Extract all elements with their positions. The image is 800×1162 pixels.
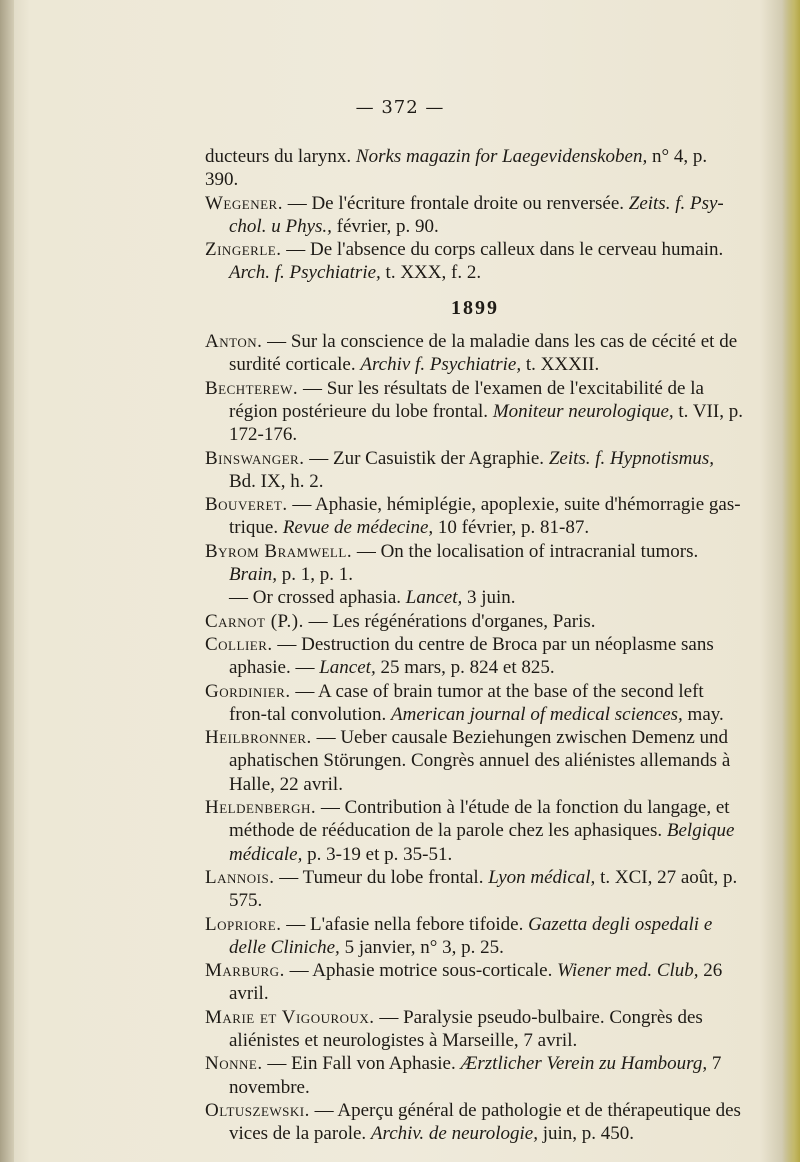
entry-text: — Aphasie, hémiplégie, apoplexie, suite d'hémorragie gas-trique.: [229, 494, 741, 539]
entry-journal: Belgique médicale,: [229, 820, 735, 865]
entry-journal: Moniteur neurologique,: [492, 400, 674, 422]
page-number: — 372 —: [355, 97, 445, 118]
entry-author: Nonne.: [205, 1053, 263, 1075]
entry-author: Oltuszewski.: [205, 1099, 310, 1121]
bibliography: [205, 145, 745, 1145]
bibliography-entry: [205, 1099, 745, 1146]
entry-reference: n° 4, p. 390.: [205, 146, 708, 191]
entry-text: — Zur Casuistik der Agraphie.: [304, 447, 549, 469]
entry-reference: p. 3-19 et p. 35-51.: [302, 843, 453, 865]
entry-journal: American journal of medical sciences,: [391, 703, 683, 725]
entry-author: Bouveret.: [205, 494, 288, 516]
year-heading: 1899: [451, 296, 499, 319]
bibliography-entry: [205, 586, 745, 609]
entry-author: Lopriore.: [205, 913, 282, 935]
entry-text: — De l'écriture frontale droite ou renversée.: [282, 192, 629, 214]
entry-journal: Gazetta degli ospedali e delle Cliniche,: [229, 913, 713, 958]
bibliography-entry: [205, 493, 745, 540]
entry-text: — Ein Fall von Aphasie.: [262, 1053, 461, 1075]
entry-author: Byrom Bramwell.: [205, 540, 353, 562]
entry-author: Wegener.: [205, 192, 283, 214]
entry-journal: Zeits. f. Psy-chol. u Phys.,: [229, 192, 724, 237]
page-edge: [782, 0, 800, 1162]
bibliography-entry: [205, 447, 745, 494]
bibliography-entry: [205, 633, 745, 680]
entry-journal: Lyon médical,: [488, 866, 596, 888]
entry-text: — Sur les résultats de l'examen de l'excitabilité de la région postérieure du lobe frontal.: [229, 377, 704, 422]
entry-journal: Revue de médecine,: [282, 517, 434, 539]
entry-text: — A case of brain tumor at the base of the second left fron-tal convolution.: [229, 680, 704, 725]
entry-author: Anton.: [205, 331, 263, 353]
entry-author: Carnot (P.).: [205, 610, 304, 632]
entry-text: — On the localisation of intracranial tumors.: [352, 540, 699, 562]
entry-text: — Sur la conscience de la maladie dans les cas de cécité et de surdité corticale.: [229, 331, 738, 376]
entry-journal: Norks magazin for Laegevidenskoben,: [355, 146, 648, 167]
entry-text: — Tumeur du lobe frontal.: [274, 866, 489, 888]
bibliography-entry: [205, 377, 745, 447]
bibliography-entry: [205, 796, 745, 866]
entry-reference: février, p. 90.: [331, 215, 439, 237]
entry-reference: 3 juin.: [462, 587, 516, 609]
bibliography-entry: [205, 680, 745, 727]
bibliography-entry: [205, 913, 745, 960]
entry-reference: t. XXXII.: [521, 354, 600, 376]
entry-text: — Les régénérations d'organes, Paris.: [303, 610, 596, 632]
entry-reference: juin, p. 450.: [537, 1123, 635, 1145]
entry-reference: Bd. IX, h. 2.: [229, 470, 324, 492]
entry-text: — Aperçu général de pathologie et de thérapeutique des vices de la parole.: [229, 1099, 741, 1145]
bibliography-entry: [205, 1052, 745, 1099]
entry-text: — De l'absence du corps calleux dans le cerveau humain.: [281, 239, 724, 261]
entry-journal: Lancet,: [405, 587, 463, 609]
bibliography-entry: [205, 959, 745, 1006]
entry-reference: t. VII, p. 172-176.: [229, 400, 743, 446]
entry-journal: Archiv f. Psychiatrie,: [360, 354, 522, 376]
entry-reference: p. 1, p. 1.: [277, 564, 354, 586]
entry-journal: Brain,: [229, 564, 278, 586]
bibliography-entry: [205, 1006, 745, 1053]
entry-reference: t. XCI, 27 août, p. 575.: [229, 866, 738, 912]
entry-journal: Ærztlicher Verein zu Hambourg,: [460, 1053, 708, 1075]
entries-1898-continued: [205, 145, 745, 285]
entry-author: Marburg.: [205, 960, 285, 982]
entry-author: Collier.: [205, 633, 273, 655]
entry-author: Heilbronner.: [205, 727, 312, 749]
entry-text: ducteurs du larynx.: [205, 146, 356, 167]
entry-reference: 7 novembre.: [229, 1053, 722, 1098]
bibliography-entry: [205, 330, 745, 377]
entry-reference: may.: [682, 703, 724, 725]
entry-journal: Zeits. f. Hypnotismus,: [548, 447, 715, 469]
entry-text: — L'afasie nella febore tifoide.: [281, 913, 529, 935]
entry-text: — Destruction du centre de Broca par un néoplasme sans aphasie. —: [229, 633, 714, 679]
entry-text: — Ueber causale Beziehungen zwischen Demenz und aphatischen Störungen. Congrès annuel des aliénistes allemands à Halle, 22 avril.: [229, 727, 731, 795]
entry-text: — Or crossed aphasia.: [229, 587, 406, 609]
entry-author: Binswanger.: [205, 447, 305, 469]
entry-author: Bechterew.: [205, 377, 299, 399]
bibliography-entry: [205, 238, 745, 285]
entry-author: Gordinier.: [205, 680, 291, 702]
entry-reference: 5 janvier, n° 3, p. 25.: [339, 936, 504, 958]
entry-author: Marie et Vigouroux.: [205, 1006, 375, 1028]
entry-reference: 25 mars, p. 824 et 825.: [375, 657, 555, 679]
entry-text: — Contribution à l'étude de la fonction du langage, et méthode de rééducation de la parole chez les aphasiques.: [229, 797, 730, 842]
entry-text: — Aphasie motrice sous-corticale.: [284, 960, 558, 982]
bibliography-entry: [205, 540, 745, 587]
entry-author: Zingerle.: [205, 239, 282, 261]
entry-text: — Paralysie pseudo-bulbaire. Congrès des aliénistes et neurologistes à Marseille, 7 avril.: [229, 1006, 703, 1051]
bibliography-entry: [205, 866, 745, 913]
entry-journal: Lancet,: [319, 657, 376, 679]
entry-journal: Arch. f. Psychiatrie,: [229, 262, 381, 284]
bibliography-entry: [205, 145, 745, 192]
entry-author: Heldenbergh.: [205, 797, 317, 819]
bibliography-entry: [205, 726, 745, 796]
entries-1899: [205, 330, 745, 1145]
entry-author: Lannois.: [205, 866, 275, 888]
bibliography-entry: [205, 192, 745, 239]
bibliography-entry: [205, 610, 745, 633]
entry-reference: 10 février, p. 81-87.: [433, 517, 590, 539]
entry-journal: Archiv. de neurologie,: [370, 1123, 538, 1145]
page-gutter: [0, 0, 14, 1162]
entry-reference: t. XXX, f. 2.: [380, 262, 482, 284]
entry-reference: 26 avril.: [229, 960, 723, 1005]
entry-journal: Wiener med. Club,: [557, 960, 699, 982]
